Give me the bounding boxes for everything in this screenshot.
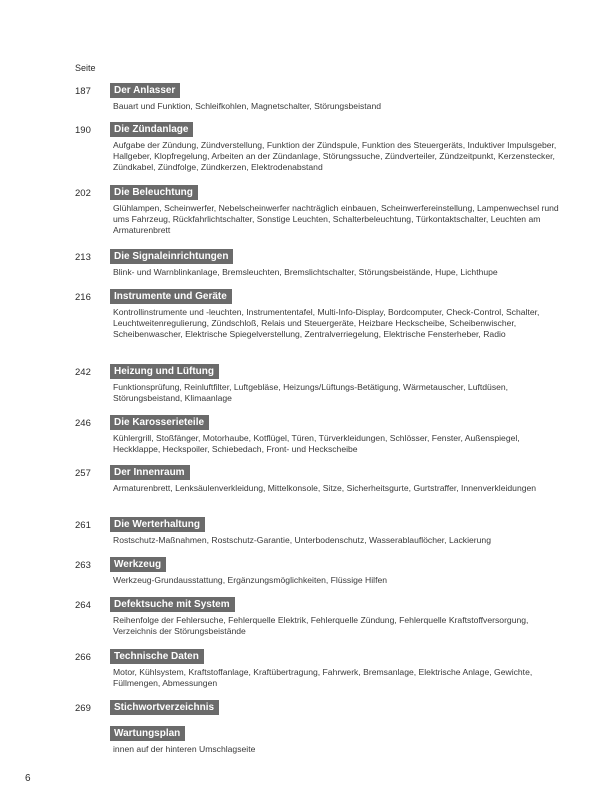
toc-heading: Defektsuche mit System <box>110 597 235 612</box>
toc-description: Aufgabe der Zündung, Zündverstellung, Funktion der Zündspule, Funktion des Steuergeräts, Induktiver Impulsgeber, Hallgeber, Klopfregelung, Arbeiten an der Zündanlage, Störungssuche, Zündverteiler, Zündzeitpunkt, Kerzenstecker, Zündkabel, Zündfolge, Zündkerzen, Elektrodenabstand <box>113 140 557 173</box>
toc-heading: Technische Daten <box>110 649 204 664</box>
toc-description: Blink- und Warnblinkanlage, Bremsleuchten, Bremslichtschalter, Störungsbeistände, Hupe, Lichthupe <box>113 267 498 277</box>
toc-page-number: 216 <box>75 292 91 303</box>
toc-page-number: 190 <box>75 125 91 136</box>
toc-description: Armaturenbrett, Lenksäulenverkleidung, Mittelkonsole, Sitze, Sicherheitsgurte, Gurtstraffer, Innenverkleidungen <box>113 483 537 493</box>
toc-description: innen auf der hinteren Umschlagseite <box>113 744 256 754</box>
seite-label: Seite <box>75 63 96 73</box>
toc-page-number: 257 <box>75 468 91 479</box>
page-number: 6 <box>25 773 31 784</box>
toc-description: Funktionsprüfung, Reinluftfilter, Luftgebläse, Heizungs/Lüftungs-Betätigung, Wärmetauscher, Luftdüsen, Störungsbeistand, Klimaanlage <box>113 382 509 404</box>
toc-heading: Die Karosserieteile <box>110 415 209 430</box>
toc-description: Kontrollinstrumente und -leuchten, Instrumententafel, Multi-Info-Display, Bordcomputer, Check-Control, Schalter, Leuchtweitenregulierung, Zündschloß, Relais und Steuergeräte, Heizbare Heckscheibe, Scheibenwischer, Scheibenwascher, Elektrische Spiegelverstellung, Zentralverriegelung, Elektrische Fensterheber, Radio <box>113 307 540 340</box>
toc-page-number: 264 <box>75 600 91 611</box>
toc-page-number: 246 <box>75 418 91 429</box>
toc-description: Kühlergrill, Stoßfänger, Motorhaube, Kotflügel, Türen, Türverkleidungen, Schlösser, Fenster, Außenspiegel, Heckklappe, Heckspoiler, Schiebedach, Front- und Heckscheibe <box>113 433 520 455</box>
toc-heading: Instrumente und Geräte <box>110 289 232 304</box>
toc-page-number: 261 <box>75 520 91 531</box>
toc-page-number: 187 <box>75 86 91 97</box>
toc-page-number: 269 <box>75 703 91 714</box>
toc-page-number: 213 <box>75 252 91 263</box>
toc-heading: Die Werterhaltung <box>110 517 205 532</box>
toc-heading: Die Beleuchtung <box>110 185 198 200</box>
toc-heading: Wartungsplan <box>110 726 185 741</box>
toc-page-number: 266 <box>75 652 91 663</box>
toc-description: Rostschutz-Maßnahmen, Rostschutz-Garantie, Unterbodenschutz, Wasserablauflöcher, Lackierung <box>113 535 491 545</box>
toc-description: Bauart und Funktion, Schleifkohlen, Magnetschalter, Störungsbeistand <box>113 101 382 111</box>
toc-description: Motor, Kühlsystem, Kraftstoffanlage, Kraftübertragung, Fahrwerk, Bremsanlage, Elektrische Anlage, Gewichte, Füllmengen, Abmessungen <box>113 667 533 689</box>
toc-description: Reihenfolge der Fehlersuche, Fehlerquelle Elektrik, Fehlerquelle Zündung, Fehlerquelle Kraftstoffversorgung, Verzeichnis der Störungsbeistände <box>113 615 529 637</box>
toc-page-number: 263 <box>75 560 91 571</box>
toc-page-number: 202 <box>75 188 91 199</box>
toc-heading: Heizung und Lüftung <box>110 364 219 379</box>
toc-heading: Die Zündanlage <box>110 122 193 137</box>
toc-heading: Der Anlasser <box>110 83 180 98</box>
toc-heading: Die Signaleinrichtungen <box>110 249 233 264</box>
toc-heading: Der Innenraum <box>110 465 190 480</box>
toc-description: Glühlampen, Scheinwerfer, Nebelscheinwerfer nachträglich einbauen, Scheinwerfereinstellung, Lampenwechsel rund ums Fahrzeug, Rückfahrlichtschalter, Sonstige Leuchten, Schalterbeleuchtung, Türkontaktschalter, Leuchten am Armaturenbrett <box>113 203 559 236</box>
toc-heading: Werkzeug <box>110 557 166 572</box>
toc-description: Werkzeug-Grundausstattung, Ergänzungsmöglichkeiten, Flüssige Hilfen <box>113 575 388 585</box>
toc-page-number: 242 <box>75 367 91 378</box>
toc-heading: Stichwortverzeichnis <box>110 700 219 715</box>
